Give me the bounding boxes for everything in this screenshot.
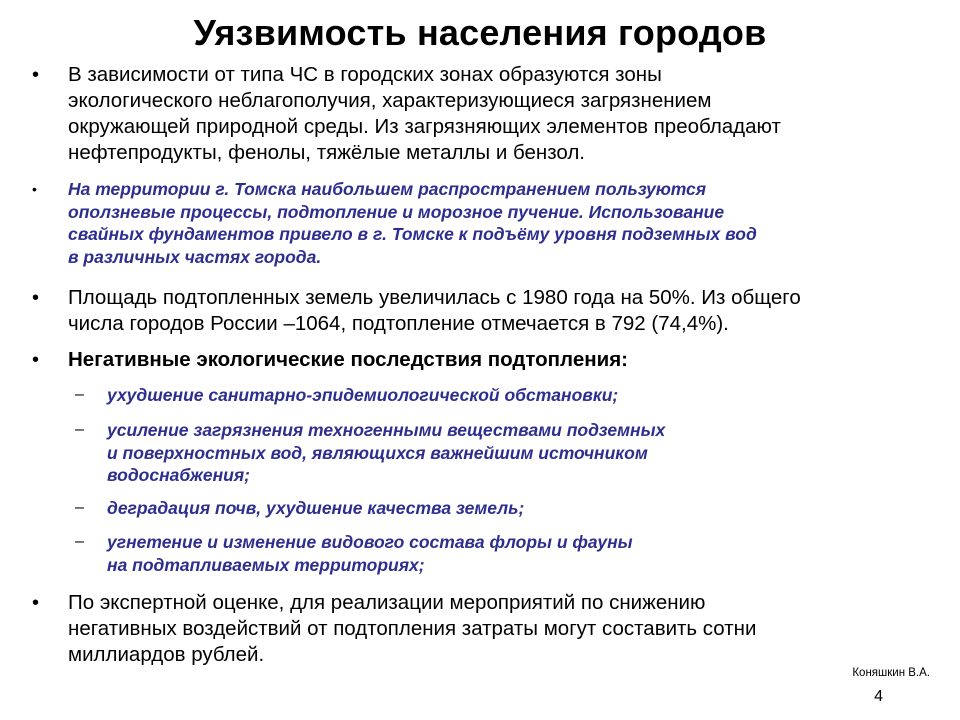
dash-marker: – (75, 421, 84, 438)
page-number: 4 (874, 688, 883, 705)
sub-item-text (107, 497, 524, 520)
text-line: водоснабжения; (107, 465, 250, 485)
sub-item-text (107, 419, 665, 487)
sub-item-text (107, 531, 633, 576)
bullet-text (68, 285, 801, 337)
slide-title: Уязвимость населения городов (193, 12, 767, 53)
text-line: и поверхностных вод, являющихся важнейшим источником (107, 442, 648, 463)
sub-item (75, 497, 524, 520)
author-name: Коняшкин В.А. (852, 667, 930, 679)
text-line: окружающей природной среды. Из загрязняющих элементов преобладают (68, 115, 781, 138)
text-line: экологического неблагополучия, характеризующиеся загрязнением (68, 89, 712, 112)
dash-marker: – (75, 386, 84, 403)
text-line: Площадь подтопленных земель увеличилась с 1980 года на 50%. Из общего (68, 286, 801, 309)
bullet-marker: • (32, 64, 40, 86)
text-line: негативных воздействий от подтопления затраты могут составить сотни (68, 617, 757, 640)
text-line: В зависимости от типа ЧС в городских зонах образуются зоны (68, 63, 662, 86)
bullet-text (68, 62, 781, 166)
text-line: усиление загрязнения техногенными веществами подземных (107, 420, 666, 440)
sub-item (75, 384, 618, 407)
text-line: в различных частях города. (68, 246, 322, 267)
dash-marker: – (75, 499, 84, 516)
bullet-text (68, 178, 757, 268)
bullet-item-tomsk (30, 178, 757, 268)
bullet-marker: • (32, 287, 40, 309)
text-line: ухудшение санитарно-эпидемиологической обстановки; (107, 385, 619, 405)
bullet-item-pollution-zones (30, 62, 781, 166)
text-line: на подтапливаемых территориях; (107, 554, 425, 575)
text-line: На территории г. Томска наибольшем распространением пользуются (68, 179, 707, 199)
bullet-item-negative-consequences (30, 347, 628, 373)
bullet-text (68, 590, 756, 668)
bullet-marker: • (32, 349, 40, 371)
text-line: оползневые процессы, подтопление и морозное пучение. Использование (68, 201, 725, 222)
bullet-marker: • (32, 592, 40, 614)
dash-marker: – (75, 533, 84, 550)
bullet-item-flooded-area (30, 285, 801, 337)
sub-item (75, 419, 665, 487)
text-line: По экспертной оценке, для реализации мероприятий по снижению (68, 591, 706, 614)
text-line: нефтепродукты, фенолы, тяжёлые металлы и бензол. (68, 141, 585, 164)
text-line: миллиардов рублей. (68, 643, 265, 666)
text-line: деградация почв, ухудшение качества земель; (107, 498, 525, 518)
bullet-item-expert-estimate (30, 590, 756, 668)
bullet-heading: Негативные экологические последствия подтопления: (68, 348, 628, 371)
text-line: свайных фундаментов привело в г. Томске к подъёму уровня подземных вод (68, 224, 757, 244)
text-line: числа городов России –1064, подтопление отмечается в 792 (74,4%). (68, 312, 729, 335)
bullet-marker: • (32, 181, 37, 197)
sub-item-text (107, 384, 618, 407)
sub-item (75, 531, 633, 576)
text-line: угнетение и изменение видового состава флоры и фауны (107, 532, 633, 552)
